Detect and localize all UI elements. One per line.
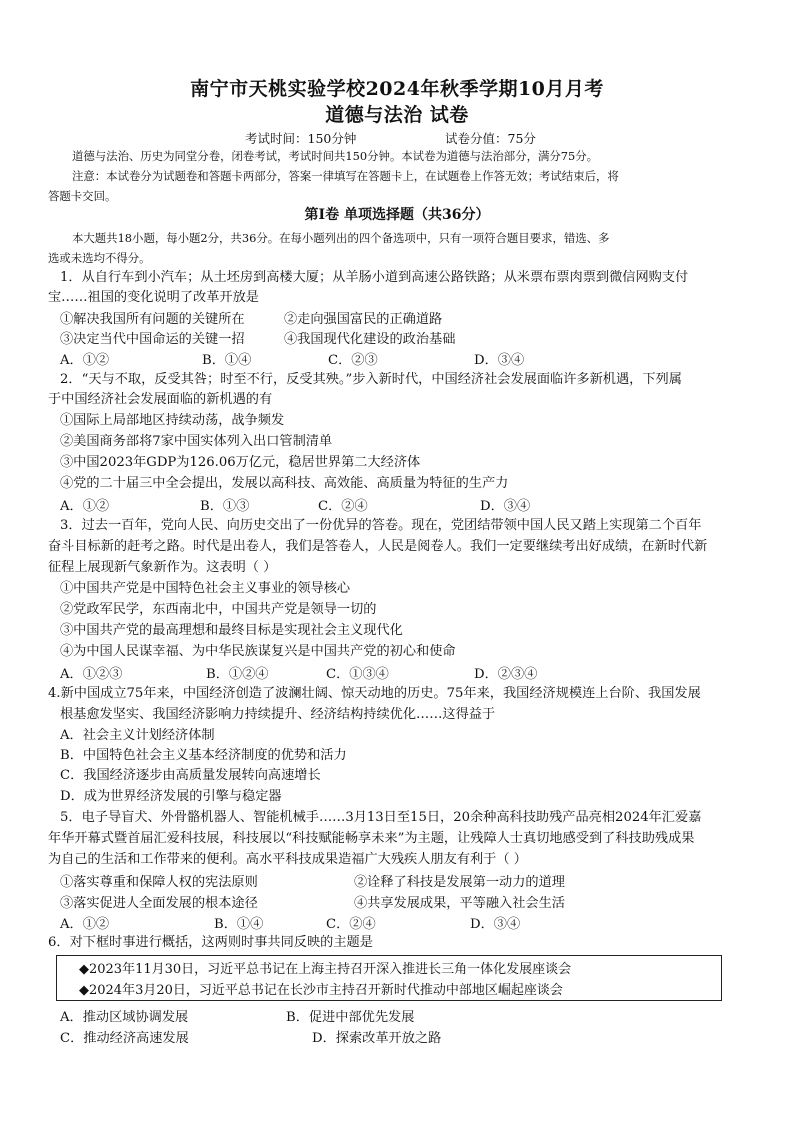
question-stem: 宝……祖国的变化说明了改革开放是 — [48, 290, 259, 305]
exam-title: 南宁市天桃实验学校2024年秋季学期10月月考 — [190, 78, 604, 100]
choice-row — [60, 663, 750, 683]
statement: ②诠释了科技是发展第一动力的道理 — [354, 875, 565, 890]
statement: ③落实促进人全面发展的根本途径 — [60, 896, 258, 911]
choice-a: A．推动区域协调发展 — [60, 1010, 189, 1025]
question-stem: 于中国经济社会发展面临的新机遇的有 — [48, 392, 273, 407]
choice-a: A．①②③ — [60, 667, 123, 682]
statement: ④党的二十届三中全会提出，发展以高科技、高效能、高质量为特征的生产力 — [60, 476, 509, 491]
choice-b: B．①④ — [202, 353, 252, 368]
statement: ④共享发展成果，平等融入社会生活 — [354, 896, 565, 911]
statement-row — [60, 328, 750, 348]
news-box — [56, 955, 722, 1001]
choice-d: D．探索改革开放之路 — [312, 1031, 442, 1046]
choice-c: C．推动经济高速发展 — [60, 1031, 189, 1046]
choice-a: A．社会主义计划经济体制 — [60, 728, 215, 743]
question-stem: 根基愈发坚实、我国经济影响力持续提升、经济结构持续优化……这得益于 — [60, 707, 496, 722]
choice-c: C．我国经济逐步由高质量发展转向高速增长 — [60, 768, 321, 783]
choice-a: A．①② — [60, 499, 110, 514]
exam-notice-cont: 答题卡交回。 — [48, 189, 117, 203]
exam-note: 道德与法治、历史为同堂分卷，闭卷考试，考试时间共150分钟。本试卷为道德与法治部分，满分75分。 — [72, 149, 599, 163]
exam-notice: 注意：本试卷分为试题卷和答题卡两部分，答案一律填写在答题卡上，在试题卷上作答无效；考试结束后，将 — [72, 169, 619, 183]
statement: ③中国2023年GDP为126.06万亿元，稳居世界第二大经济体 — [60, 455, 421, 470]
choice-row — [60, 1027, 750, 1047]
question-stem: 2．“天与不取，反受其咎；时至不行，反受其殃。”步入新时代，中国经济社会发展面临许多新机遇，下列属 — [60, 372, 682, 387]
section-intro: 本大题共18小题，每小题2分，共36分。在每小题列出的四个备选项中，只有一项符合题目要求，错选、多 — [72, 231, 610, 245]
statement: ②美国商务部将7家中国实体列入出口管制清单 — [60, 434, 333, 449]
choice-c: C．①③④ — [326, 667, 389, 682]
choice-b: B．①③ — [200, 499, 250, 514]
section-intro-cont: 选或未选均不得分。 — [48, 251, 151, 265]
exam-subtitle: 道德与法治 试卷 — [325, 104, 469, 126]
news-item: ◆2023年11月30日，习近平总书记在上海主持召开深入推进长三角一体化发展座谈会 — [79, 962, 572, 977]
choice-c: C．②④ — [326, 917, 376, 932]
choice-row — [60, 1006, 750, 1026]
statement-row — [60, 871, 750, 891]
choice-d: D．③④ — [474, 353, 525, 368]
question-stem: 4.新中国成立75年来，中国经济创造了波澜壮阔、惊天动地的历史。75年来，我国经济规模连上台阶、我国发展 — [48, 686, 701, 701]
choice-b: B．①④ — [214, 917, 264, 932]
statement: ③决定当代中国命运的关键一招 — [60, 332, 245, 347]
statement: ①中国共产党是中国特色社会主义事业的领导核心 — [60, 581, 351, 596]
choice-d: D．成为世界经济发展的引擎与稳定器 — [60, 789, 282, 804]
question-stem: 征程上展现新气象新作为。这表明（ ） — [48, 560, 277, 575]
question-stem: 5．电子导盲犬、外骨骼机器人、智能机械手……3月13日至15日，20余种高科技助残产品亮相2024年汇爱嘉 — [60, 810, 702, 825]
statement: ②走向强国富民的正确道路 — [284, 312, 443, 327]
choice-row — [60, 913, 750, 933]
choice-b: B．①②④ — [206, 667, 269, 682]
choice-row — [60, 495, 750, 515]
statement: ①国际上局部地区持续动荡，战争频发 — [60, 413, 285, 428]
statement: ①落实尊重和保障人权的宪法原则 — [60, 875, 258, 890]
choice-c: C．②③ — [328, 353, 378, 368]
statement: ①解决我国所有问题的关键所在 — [60, 312, 245, 327]
statement-row — [60, 308, 750, 328]
choice-c: C．②④ — [318, 499, 368, 514]
statement: ②党政军民学，东西南北中，中国共产党是领导一切的 — [60, 602, 377, 617]
choice-a: A．①② — [60, 353, 110, 368]
question-stem: 年华开幕式暨首届汇爱科技展，科技展以“科技赋能畅享未来”为主题，让残障人士真切地感受到了科技助残成果 — [48, 831, 695, 846]
choice-d: D．②③④ — [474, 667, 538, 682]
news-item: ◆2024年3月20日，习近平总书记在长沙市主持召开新时代推动中部地区崛起座谈会 — [79, 983, 563, 998]
choice-b: B．促进中部优先发展 — [286, 1010, 415, 1025]
statement: ③中国共产党的最高理想和最终目标是实现社会主义现代化 — [60, 623, 403, 638]
choice-d: D．③④ — [480, 499, 531, 514]
choice-a: A．①② — [60, 917, 110, 932]
choice-d: D．③④ — [470, 917, 521, 932]
choice-row — [60, 349, 750, 369]
question-stem: 奋斗目标新的赶考之路。时代是出卷人，我们是答卷人，人民是阅卷人。我们一定要继续考出好成绩，在新时代新 — [48, 539, 708, 554]
exam-time: 考试时间：150分钟 — [245, 131, 357, 146]
question-stem: 3．过去一百年，党向人民、向历史交出了一份优异的答卷。现在，党团结带领中国人民又踏上实现第二个百年 — [60, 518, 702, 533]
statement: ④为中国人民谋幸福、为中华民族谋复兴是中国共产党的初心和使命 — [60, 644, 456, 659]
choice-b: B．中国特色社会主义基本经济制度的优势和活力 — [60, 748, 347, 763]
statement-row — [60, 892, 750, 912]
section-title: 第Ⅰ卷 单项选择题（共36分） — [304, 207, 490, 223]
question-stem: 6．对下框时事进行概括，这两则时事共同反映的主题是 — [48, 935, 373, 950]
question-stem: 1．从自行车到小汽车；从土坯房到高楼大厦；从羊肠小道到高速公路铁路；从米票布票肉票到微信网购支付 — [60, 270, 689, 285]
statement: ④我国现代化建设的政治基础 — [284, 332, 456, 347]
exam-score: 试卷分值：75分 — [445, 131, 536, 146]
question-stem: 为自己的生活和工作带来的便利。高水平科技成果造福广大残疾人朋友有利于（ ） — [48, 852, 527, 867]
